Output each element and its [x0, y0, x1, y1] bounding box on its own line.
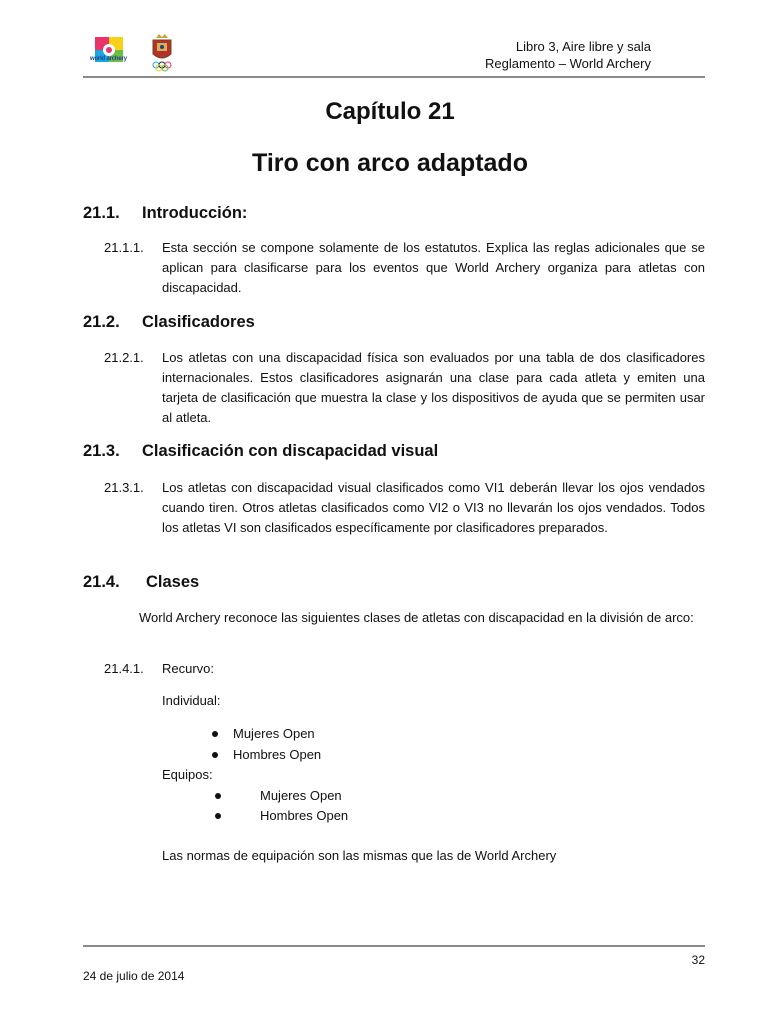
list-item-label: Mujeres Open [233, 726, 315, 741]
section-number: 21.4. [83, 573, 120, 591]
chapter-title: Tiro con arco adaptado [252, 149, 528, 177]
section-heading [83, 442, 438, 461]
footer-date: 24 de julio de 2014 [83, 969, 185, 983]
equipment-note: Las normas de equipación son las mismas que las de World Archery [162, 848, 557, 863]
bullet-icon [212, 731, 218, 737]
list-item [212, 745, 321, 765]
section-title: Introducción: [142, 204, 248, 222]
section-number: 21.3. [83, 442, 120, 460]
section-number: 21.1. [83, 204, 120, 222]
paragraph-text: Los atletas con discapacidad visual clasificados como VI1 deberán llevar los ojos vendados cuando tiren. Otros atletas clasificados como VI2 o VI3 no llevarán los ojos vendados. Todos los atletas VI son clasificados específicamente por clasificadores preparados. [162, 480, 705, 535]
bullet-icon [212, 752, 218, 758]
section-title: Clasificación con discapacidad visual [142, 442, 439, 460]
paragraph-text: Recurvo: [162, 661, 215, 676]
paragraph-number: 21.1.1. [104, 240, 144, 255]
page-number: 32 [691, 953, 705, 967]
section-number: 21.2. [83, 313, 120, 331]
list-item [215, 786, 342, 806]
section-heading [83, 573, 199, 592]
individual-label: Individual: [162, 693, 221, 708]
bullet-icon [215, 793, 221, 799]
section-heading [83, 313, 255, 332]
federation-crest-icon [148, 32, 176, 72]
list-item [212, 724, 315, 744]
section-intro: World Archery reconoce las siguientes clases de atletas con discapacidad en la división de arco: [139, 610, 694, 625]
section-title: Clasificadores [142, 313, 255, 331]
logo-caption: world archery [90, 56, 127, 62]
paragraph-text: Esta sección se compone solamente de los estatutos. Explica las reglas adicionales que se aplican para clasificarse para los eventos que World Archery organiza para atletas con discapacidad. [162, 240, 705, 295]
footer-divider [83, 945, 705, 947]
world-archery-logo [92, 36, 126, 68]
list-item-label: Hombres Open [233, 747, 322, 762]
teams-label: Equipos: [162, 767, 213, 782]
paragraph-number: 21.2.1. [104, 350, 144, 365]
section-title: Clases [146, 573, 200, 591]
list-item [215, 806, 348, 826]
chapter-number: Capítulo 21 [325, 98, 455, 125]
section-heading [83, 204, 247, 223]
header-line-2: Reglamento – World Archery [485, 56, 651, 71]
header-divider [83, 76, 705, 78]
paragraph-number: 21.4.1. [104, 661, 144, 676]
header-line-1: Libro 3, Aire libre y sala [515, 39, 651, 54]
list-item-label: Hombres Open [260, 808, 349, 823]
bullet-icon [215, 813, 221, 819]
list-item-label: Mujeres Open [260, 788, 342, 803]
paragraph-text: Los atletas con una discapacidad física son evaluados por una tabla de dos clasificadores internacionales. Estos clasificadores asignarán una clase para cada atleta y emiten una tarjeta de clasificación que muestra la clase y los dispositivos de ayuda que se permiten usar al atleta. [162, 350, 705, 425]
paragraph-number: 21.3.1. [104, 480, 144, 495]
